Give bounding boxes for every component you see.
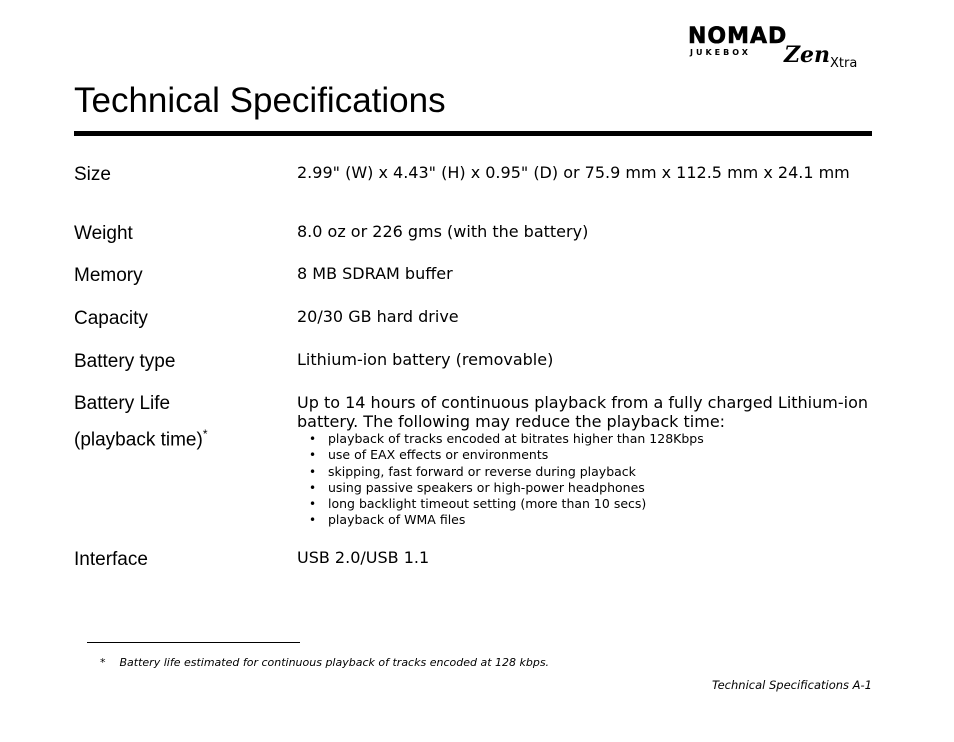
list-item <box>297 431 887 447</box>
list-item-text: playback of WMA files <box>328 512 466 528</box>
spec-label-line1: Battery Life <box>74 393 171 414</box>
spec-label: Memory <box>74 265 143 286</box>
spec-value: 8.0 oz or 226 gms (with the battery) <box>297 222 589 241</box>
logo-jukebox-text: JUKEBOX <box>690 48 751 57</box>
list-item-text: playback of tracks encoded at bitrates higher than 128Kbps <box>328 431 704 446</box>
list-item <box>297 480 887 496</box>
spec-label: Size <box>74 164 111 185</box>
spec-value: Lithium-ion battery (removable) <box>297 350 554 369</box>
footnote <box>100 656 549 670</box>
list-item <box>297 496 887 512</box>
spec-label: Battery type <box>74 351 176 372</box>
footnote-marker: * <box>100 656 106 669</box>
list-item-text: long backlight timeout setting (more than 10 secs) <box>328 496 647 512</box>
list-item <box>297 464 887 480</box>
spec-value: Up to 14 hours of continuous playback from a fully charged Lithium-ion battery. The following may reduce the playback time: <box>297 393 868 431</box>
logo-nomad-text: NOMAD <box>688 24 788 49</box>
logo-xtra-text: Xtra <box>830 56 858 71</box>
spec-value: 20/30 GB hard drive <box>297 307 459 326</box>
list-item-text: use of EAX effects or environments <box>328 447 549 463</box>
page-footer: Technical Specifications A-1 <box>712 678 872 692</box>
spec-value: 8 MB SDRAM buffer <box>297 264 453 283</box>
bullet-icon: • <box>309 448 317 463</box>
footnote-divider <box>87 642 300 643</box>
spec-label: Capacity <box>74 308 148 329</box>
bullet-icon: • <box>309 513 317 528</box>
spec-label: Weight <box>74 223 133 244</box>
spec-value-block <box>297 393 887 529</box>
bullet-icon: • <box>309 480 317 495</box>
bullet-icon: • <box>309 497 317 512</box>
title-divider <box>74 131 872 136</box>
nomad-jukebox-zen-xtra-logo <box>688 26 868 74</box>
footnote-marker: * <box>202 427 208 441</box>
spec-label <box>74 389 284 455</box>
spec-value: 2.99" (W) x 4.43" (H) x 0.95" (D) or 75.9 mm x 112.5 mm x 24.1 mm <box>297 163 850 182</box>
list-item-text: skipping, fast forward or reverse during playback <box>328 463 636 479</box>
spec-value: USB 2.0/USB 1.1 <box>297 548 430 567</box>
spec-label: Interface <box>74 549 148 570</box>
list-item-text: using passive speakers or high-power headphones <box>328 479 645 495</box>
logo-zen-text: Zen <box>784 42 831 68</box>
list-item <box>297 512 887 528</box>
footnote-text: Battery life estimated for continuous playback of tracks encoded at 128 kbps. <box>119 656 550 669</box>
spec-label-line2: (playback time) <box>74 429 203 451</box>
page-title: Technical Specifications <box>74 81 446 120</box>
reduction-factors-list <box>297 431 887 529</box>
list-item <box>297 447 887 463</box>
bullet-icon: • <box>309 464 317 479</box>
bullet-icon: • <box>309 432 317 446</box>
